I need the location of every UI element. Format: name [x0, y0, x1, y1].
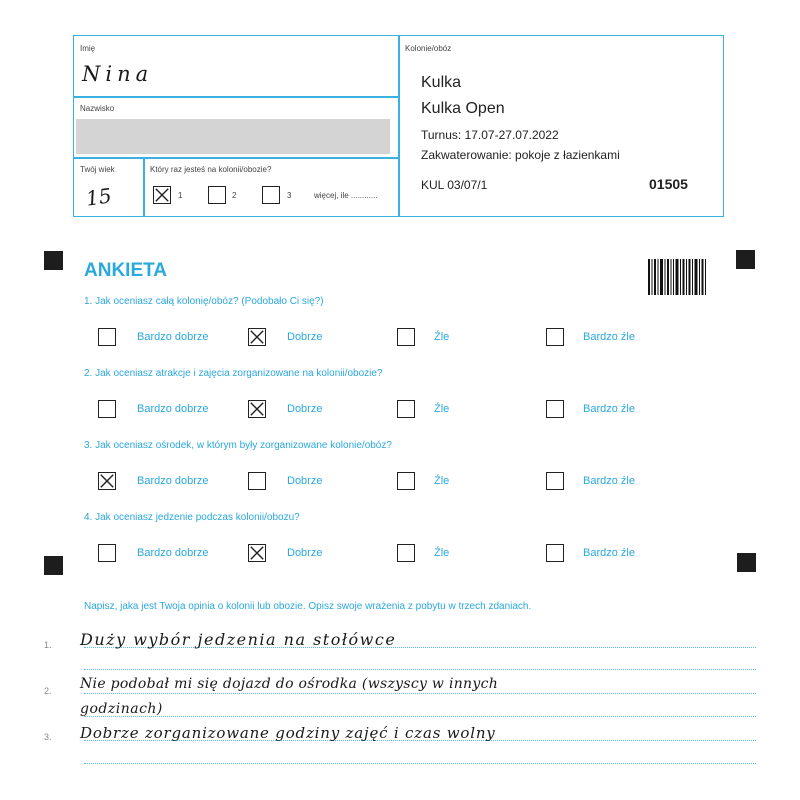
- q3-option-bardzo-zle-label: Bardzo źle: [583, 475, 635, 487]
- q1-option-bardzo-zle-checkbox[interactable]: [546, 328, 564, 346]
- q2-option-bardzo-dobrze-label: Bardzo dobrze: [137, 403, 209, 415]
- question-1-text: 1. Jak oceniasz całą kolonię/obóz? (Podobało Ci się?): [84, 296, 324, 307]
- nazwisko-redacted: [76, 119, 390, 154]
- opinion-dotted-line: [84, 763, 756, 764]
- header-divider-2: [73, 157, 399, 159]
- corner-marker-mid-right: [737, 553, 756, 572]
- survey-title: ANKIETA: [84, 260, 168, 281]
- question-2-text: 2. Jak oceniasz atrakcje i zajęcia zorganizowane na kolonii/obozie?: [84, 368, 383, 379]
- cross-mark-icon: [249, 545, 265, 561]
- q2-option-dobrze-checkbox[interactable]: [248, 400, 266, 418]
- ktory-raz-label: Który raz jesteś na kolonii/obozie?: [150, 165, 272, 174]
- q3-option-zle-label: Źle: [434, 475, 450, 487]
- q4-option-dobrze-label: Dobrze: [287, 547, 323, 559]
- ktory-raz-2-checkbox[interactable]: [208, 186, 226, 204]
- opinion-line-1[interactable]: Duży wybór jedzenia na stołówce: [80, 630, 397, 649]
- header-divider-vertical: [398, 35, 400, 217]
- q3-option-bardzo-dobrze-label: Bardzo dobrze: [137, 475, 209, 487]
- q4-option-bardzo-dobrze-checkbox[interactable]: [98, 544, 116, 562]
- zakwaterowanie-text: Zakwaterowanie: pokoje z łazienkami: [421, 148, 620, 162]
- cross-mark-icon: [154, 187, 170, 203]
- header-divider-1: [73, 96, 399, 98]
- cross-mark-icon: [99, 473, 115, 489]
- q3-option-zle-checkbox[interactable]: [397, 472, 415, 490]
- header-divider-3: [143, 157, 145, 217]
- question-4-text: 4. Jak oceniasz jedzenie podczas kolonii/obozu?: [84, 512, 300, 523]
- q3-option-bardzo-zle-checkbox[interactable]: [546, 472, 564, 490]
- q3-option-dobrze-checkbox[interactable]: [248, 472, 266, 490]
- opinion-dotted-line: [84, 669, 756, 670]
- imie-label: Imię: [80, 44, 96, 53]
- q4-option-zle-checkbox[interactable]: [397, 544, 415, 562]
- opinion-dotted-line: [84, 693, 756, 694]
- ktory-raz-1-checkbox[interactable]: [153, 186, 171, 204]
- kolonia-code: KUL 03/07/1: [421, 178, 488, 192]
- ktory-raz-3-checkbox[interactable]: [262, 186, 280, 204]
- corner-marker-mid-left: [44, 556, 63, 575]
- q4-option-bardzo-zle-checkbox[interactable]: [546, 544, 564, 562]
- wiek-label: Twój wiek: [80, 165, 115, 174]
- q1-option-bardzo-zle-label: Bardzo źle: [583, 331, 635, 343]
- q4-option-bardzo-zle-label: Bardzo źle: [583, 547, 635, 559]
- ktory-raz-more-label: więcej, ile ............: [314, 191, 378, 200]
- opinion-line-2-continued[interactable]: godzinach): [80, 701, 163, 717]
- q1-option-dobrze-label: Dobrze: [287, 331, 323, 343]
- q2-option-zle-checkbox[interactable]: [397, 400, 415, 418]
- kolonia-sub: Kulka Open: [421, 100, 505, 117]
- imie-value[interactable]: Nina: [82, 62, 154, 86]
- kolonia-name: Kulka: [421, 74, 462, 91]
- q4-option-zle-label: Źle: [434, 547, 450, 559]
- form-number: 01505: [649, 176, 688, 192]
- cross-mark-icon: [249, 401, 265, 417]
- corner-marker-top-right: [736, 250, 755, 269]
- ktory-raz-2-label: 2: [232, 191, 237, 200]
- q1-option-bardzo-dobrze-checkbox[interactable]: [98, 328, 116, 346]
- q4-option-dobrze-checkbox[interactable]: [248, 544, 266, 562]
- q1-option-dobrze-checkbox[interactable]: [248, 328, 266, 346]
- kolonie-label: Kolonie/obóz: [405, 44, 452, 53]
- q1-option-zle-label: Źle: [434, 331, 450, 343]
- q2-option-bardzo-zle-checkbox[interactable]: [546, 400, 564, 418]
- q3-option-bardzo-dobrze-checkbox[interactable]: [98, 472, 116, 490]
- q2-option-bardzo-zle-label: Bardzo źle: [583, 403, 635, 415]
- turnus-text: Turnus: 17.07-27.07.2022: [421, 128, 559, 142]
- q1-option-bardzo-dobrze-label: Bardzo dobrze: [137, 331, 209, 343]
- question-3-text: 3. Jak oceniasz ośrodek, w którym były zorganizowane kolonie/obóz?: [84, 440, 392, 451]
- barcode-icon: [648, 259, 706, 295]
- opinion-number-1: 1.: [44, 640, 52, 650]
- q4-option-bardzo-dobrze-label: Bardzo dobrze: [137, 547, 209, 559]
- opinion-number-2: 2.: [44, 686, 52, 696]
- opinion-dotted-line: [84, 716, 756, 717]
- q2-option-dobrze-label: Dobrze: [287, 403, 323, 415]
- opinion-line-3[interactable]: Dobrze zorganizowane godziny zajęć i czas wolny: [80, 724, 496, 742]
- cross-mark-icon: [249, 329, 265, 345]
- opinion-prompt: Napisz, jaka jest Twoja opinia o kolonii lub obozie. Opisz swoje wrażenia z pobytu w trzech zdaniach.: [84, 601, 532, 612]
- ktory-raz-3-label: 3: [287, 191, 292, 200]
- q2-option-bardzo-dobrze-checkbox[interactable]: [98, 400, 116, 418]
- opinion-number-3: 3.: [44, 732, 52, 742]
- q1-option-zle-checkbox[interactable]: [397, 328, 415, 346]
- corner-marker-top-left: [44, 251, 63, 270]
- wiek-value[interactable]: 15: [84, 183, 113, 211]
- q3-option-dobrze-label: Dobrze: [287, 475, 323, 487]
- nazwisko-label: Nazwisko: [80, 104, 115, 113]
- q2-option-zle-label: Źle: [434, 403, 450, 415]
- ktory-raz-1-label: 1: [178, 191, 183, 200]
- opinion-line-2[interactable]: Nie podobał mi się dojazd do ośrodka (wszyscy w innych: [80, 676, 499, 692]
